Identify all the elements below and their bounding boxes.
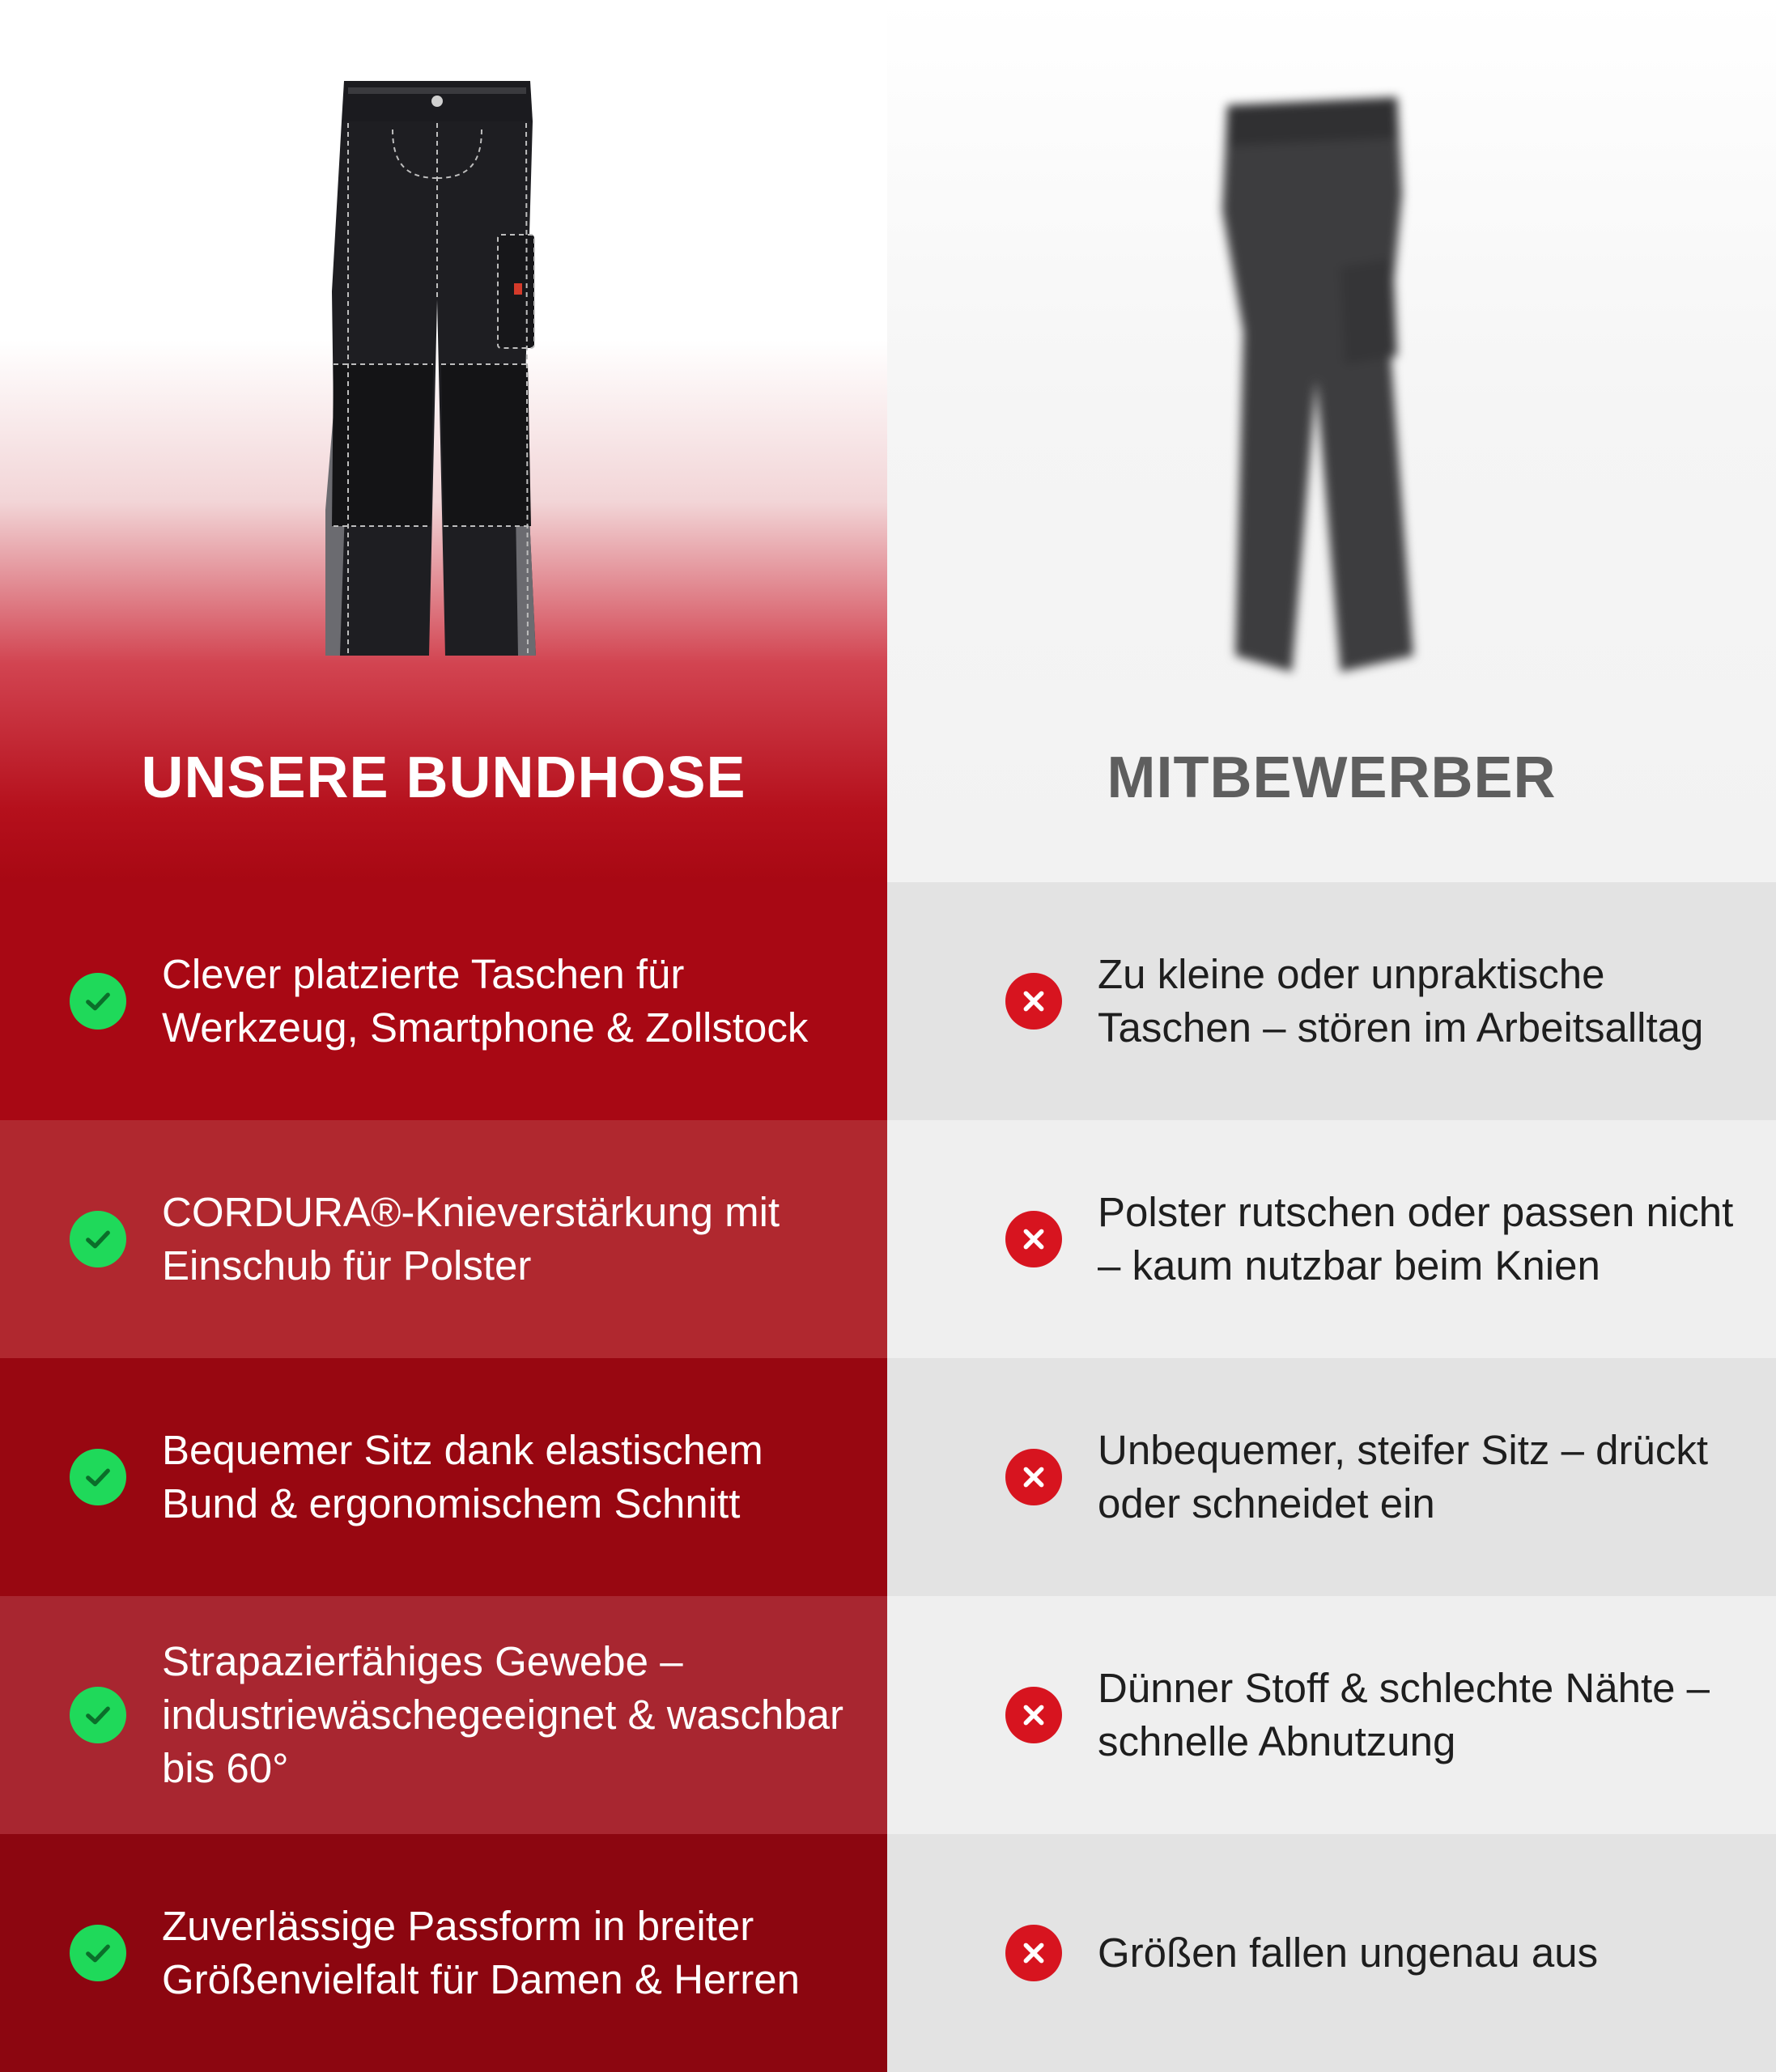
- product-trousers-image: [316, 73, 559, 664]
- feature-row: [0, 1596, 887, 1834]
- competitor-row: [887, 1834, 1776, 2072]
- x-icon: [1005, 1211, 1062, 1267]
- feature-row: [0, 882, 887, 1120]
- competitor-title: MITBEWERBER: [1107, 745, 1557, 810]
- our-product-column: [0, 0, 887, 2072]
- check-icon: [70, 1449, 126, 1505]
- x-icon: [1005, 1687, 1062, 1743]
- x-icon: [1005, 1449, 1062, 1505]
- check-icon: [70, 1211, 126, 1267]
- feature-text: Strapazierfähiges Gewebe – industriewäschegeeignet & waschbar bis 60°: [162, 1638, 843, 1791]
- check-icon: [70, 1687, 126, 1743]
- x-icon: [1005, 973, 1062, 1030]
- our-product-title: UNSERE BUNDHOSE: [141, 745, 746, 810]
- competitor-column: [887, 0, 1776, 2072]
- check-icon: [70, 1925, 126, 1981]
- feature-row: [0, 1120, 887, 1358]
- feature-text: CORDURA®-Knieverstärkung mit Einschub für Polster: [162, 1189, 780, 1289]
- feature-row: [0, 1358, 887, 1596]
- feature-row: [0, 1834, 887, 2072]
- competitor-text: Unbequemer, steifer Sitz – drückt oder schneidet ein: [1098, 1427, 1709, 1526]
- check-icon: [70, 973, 126, 1030]
- competitor-text: Polster rutschen oder passen nicht – kaum nutzbar beim Knien: [1098, 1189, 1734, 1289]
- feature-text: Bequemer Sitz dank elastischem Bund & ergonomischem Schnitt: [162, 1427, 763, 1526]
- our-product-features: [0, 882, 887, 2072]
- competitor-features: [887, 882, 1776, 2072]
- competitor-text: Zu kleine oder unpraktische Taschen – stören im Arbeitsalltag: [1098, 951, 1704, 1051]
- feature-text: Clever platzierte Taschen für Werkzeug, Smartphone & Zollstock: [162, 951, 809, 1051]
- competitor-row: [887, 1358, 1776, 1596]
- competitor-text: Dünner Stoff & schlechte Nähte – schnelle Abnutzung: [1098, 1665, 1710, 1764]
- competitor-row: [887, 1120, 1776, 1358]
- feature-text: Zuverlässige Passform in breiter Größenvielfalt für Damen & Herren: [162, 1903, 800, 2002]
- competitor-trousers-image: [1211, 89, 1421, 672]
- x-icon: [1005, 1925, 1062, 1981]
- competitor-row: [887, 882, 1776, 1120]
- competitor-text: Größen fallen ungenau aus: [1098, 1930, 1599, 1976]
- competitor-row: [887, 1596, 1776, 1834]
